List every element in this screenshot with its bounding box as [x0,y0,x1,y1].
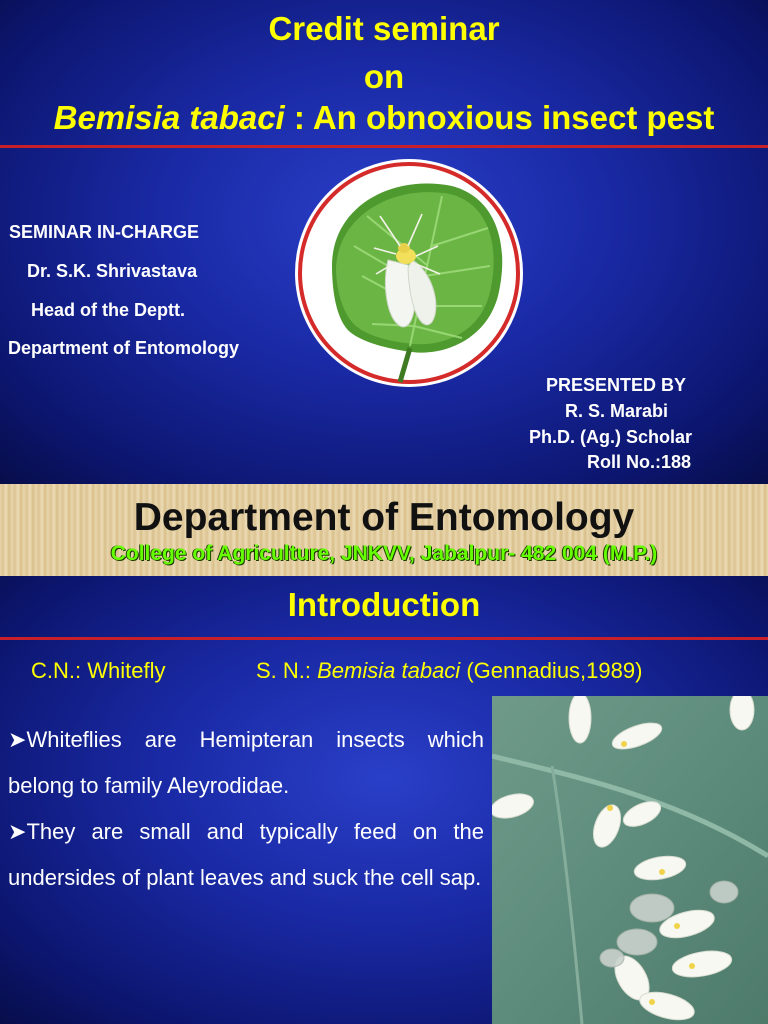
introduction-slide [0,576,768,1024]
incharge-position: Head of the Deptt. [31,300,186,320]
scientific-name [256,658,642,684]
bullet-item [8,809,484,900]
bullet-text: Whiteflies are Hemipteran insects which belong to family Aleyrodidae. [8,727,484,798]
arrow-bullet-icon: ➤ [8,727,27,752]
sn-label: S. N.: [256,658,318,683]
species-name: Bemisia tabaci [53,99,285,136]
slide-title-line1: Credit seminar [268,10,500,47]
slide-title-line3 [0,99,768,137]
presenter-degree: Ph.D. (Ag.) Scholar [529,427,693,447]
arrow-bullet-icon: ➤ [8,819,27,844]
sn-authority: (Gennadius,1989) [460,658,643,683]
whitefly-photo [492,696,768,1024]
incharge-department: Department of Entomology [8,338,240,358]
presenter-roll: Roll No.:188 [587,452,692,472]
common-name: C.N.: Whitefly [31,658,166,683]
introduction-divider [0,637,768,640]
bullet-list [8,717,484,901]
department-title: Department of Entomology [133,496,635,539]
introduction-title: Introduction [287,586,481,623]
college-address: College of Agriculture, JNKVV, Jabalpur- 482 004 (M.P.) [110,542,658,565]
incharge-name: Dr. S.K. Shrivastava [27,261,198,281]
presenter-heading: PRESENTED BY [546,375,687,395]
title-slide [0,0,768,484]
slide-title-line2: on [363,58,405,95]
bullet-text: They are small and typically feed on the undersides of plant leaves and suck the cell sap. [8,819,484,890]
title-subject: : An obnoxious insect pest [284,99,715,136]
incharge-heading: SEMINAR IN-CHARGE [9,222,200,242]
title-divider [0,145,768,148]
sn-species: Bemisia tabaci [317,658,461,683]
presenter-name: R. S. Marabi [565,401,669,421]
whitefly-illustration [292,156,526,390]
bullet-item [8,717,484,808]
